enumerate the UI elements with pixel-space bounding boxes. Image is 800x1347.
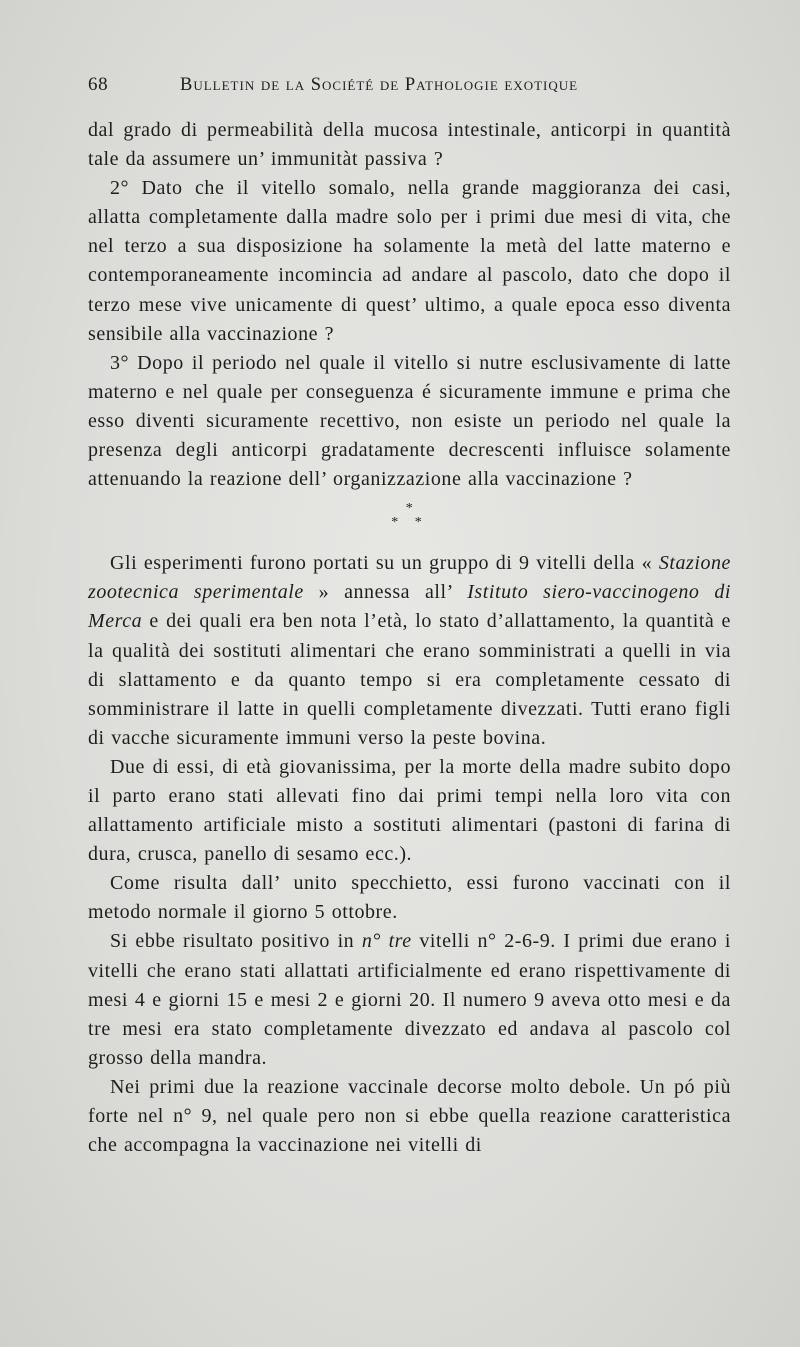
paragraph-question-2: 2° Dato che il vitello somalo, nella grande maggioranza dei casi, allatta completamente dalla madre solo per i primi due mesi di vita, che nel terzo a sua disposizione ha solamente la metà del latte materno e contemporaneamente incomincia ad andare al pascolo, dato che dopo il terzo mese vive unicamente di quest’ ultimo, a quale epoca esso diventa sensibile alla vaccinazione ?	[88, 177, 731, 345]
text-run: e dei quali era ben nota l’età, lo stato d’allattamento, la quantità e la qualità dei sostituti alimentari che erano somministrati a quelli in via di slattamento e da quanto tempo si era completamente cessato di somministrare il latte in quelli completamente divezzati. Tutti erano figli di vacche sicuramente immuni verso la peste bovina.	[88, 610, 731, 749]
paragraph-two-calves: Due di essi, di età giovanissima, per la morte della madre subito dopo il parto erano stati allevati fino dai primi tempi nella loro vita con allattamento artificiale misto a sostituti alimentari (pastoni di farina di dura, crusca, panello di sesamo ecc.).	[88, 755, 731, 866]
body-text	[88, 116, 731, 1160]
section-asterism	[88, 502, 731, 530]
paragraph-continuation: dal grado di permeabilità della mucosa intestinale, anticorpi in quantità tale da assumere un’ immunitàt passiva ?	[88, 119, 731, 171]
paragraph-results	[88, 927, 731, 1072]
italic-institute-name: Istituto siero-vaccinogeno di Merca	[88, 581, 731, 633]
text-run: Si ebbe risultato positivo in	[110, 930, 362, 953]
italic-count: n° tre	[361, 930, 412, 953]
page-number: 68	[88, 74, 109, 95]
asterism-top: *	[405, 501, 414, 517]
text-run: Gli esperimenti furono portati su un gruppo di 9 vitelli della «	[110, 552, 659, 575]
paragraph-vaccination: Come risulta dall’ unito specchietto, essi furono vaccinati con il metodo normale il giorno 5 ottobre.	[88, 872, 731, 924]
paragraph-question-3: 3° Dopo il periodo nel quale il vitello si nutre esclusivamente di latte materno e nel quale per conseguenza é sicuramente immune e prima che esso diventi sicuramente recettivo, non esiste un periodo nel quale la presenza degli anticorpi gradatamente decrescenti influisce solamente attenuando la reazione dell’ organizzazione alla vaccinazione ?	[88, 351, 731, 491]
page-header	[88, 74, 708, 96]
running-title: Bulletin de la Société de Pathologie exotique	[180, 75, 579, 95]
text-run: vitelli n° 2-6-9. I primi due erano i vitelli che erano stati allattati artificialmente ed erano rispettivamente di mesi 4 e giorni 15 e mesi 2 e giorni 20. Il numero 9 aveva otto mesi e da tre mesi era stato completamente divezzato ed andava al pascolo col grosso della mandra.	[88, 930, 732, 1069]
asterism-bottom: * *	[391, 515, 428, 531]
text-run: » annessa all’	[303, 581, 468, 604]
italic-station-name: Stazione zootecnica sperimentale	[88, 552, 731, 604]
paragraph-experiments	[88, 549, 731, 753]
paragraph-reaction: Nei primi due la reazione vaccinale decorse molto debole. Un pó più forte nel n° 9, nel quale pero non si ebbe quella reazione caratteristica che accompagna la vaccinazione nei vitelli di	[88, 1075, 731, 1157]
